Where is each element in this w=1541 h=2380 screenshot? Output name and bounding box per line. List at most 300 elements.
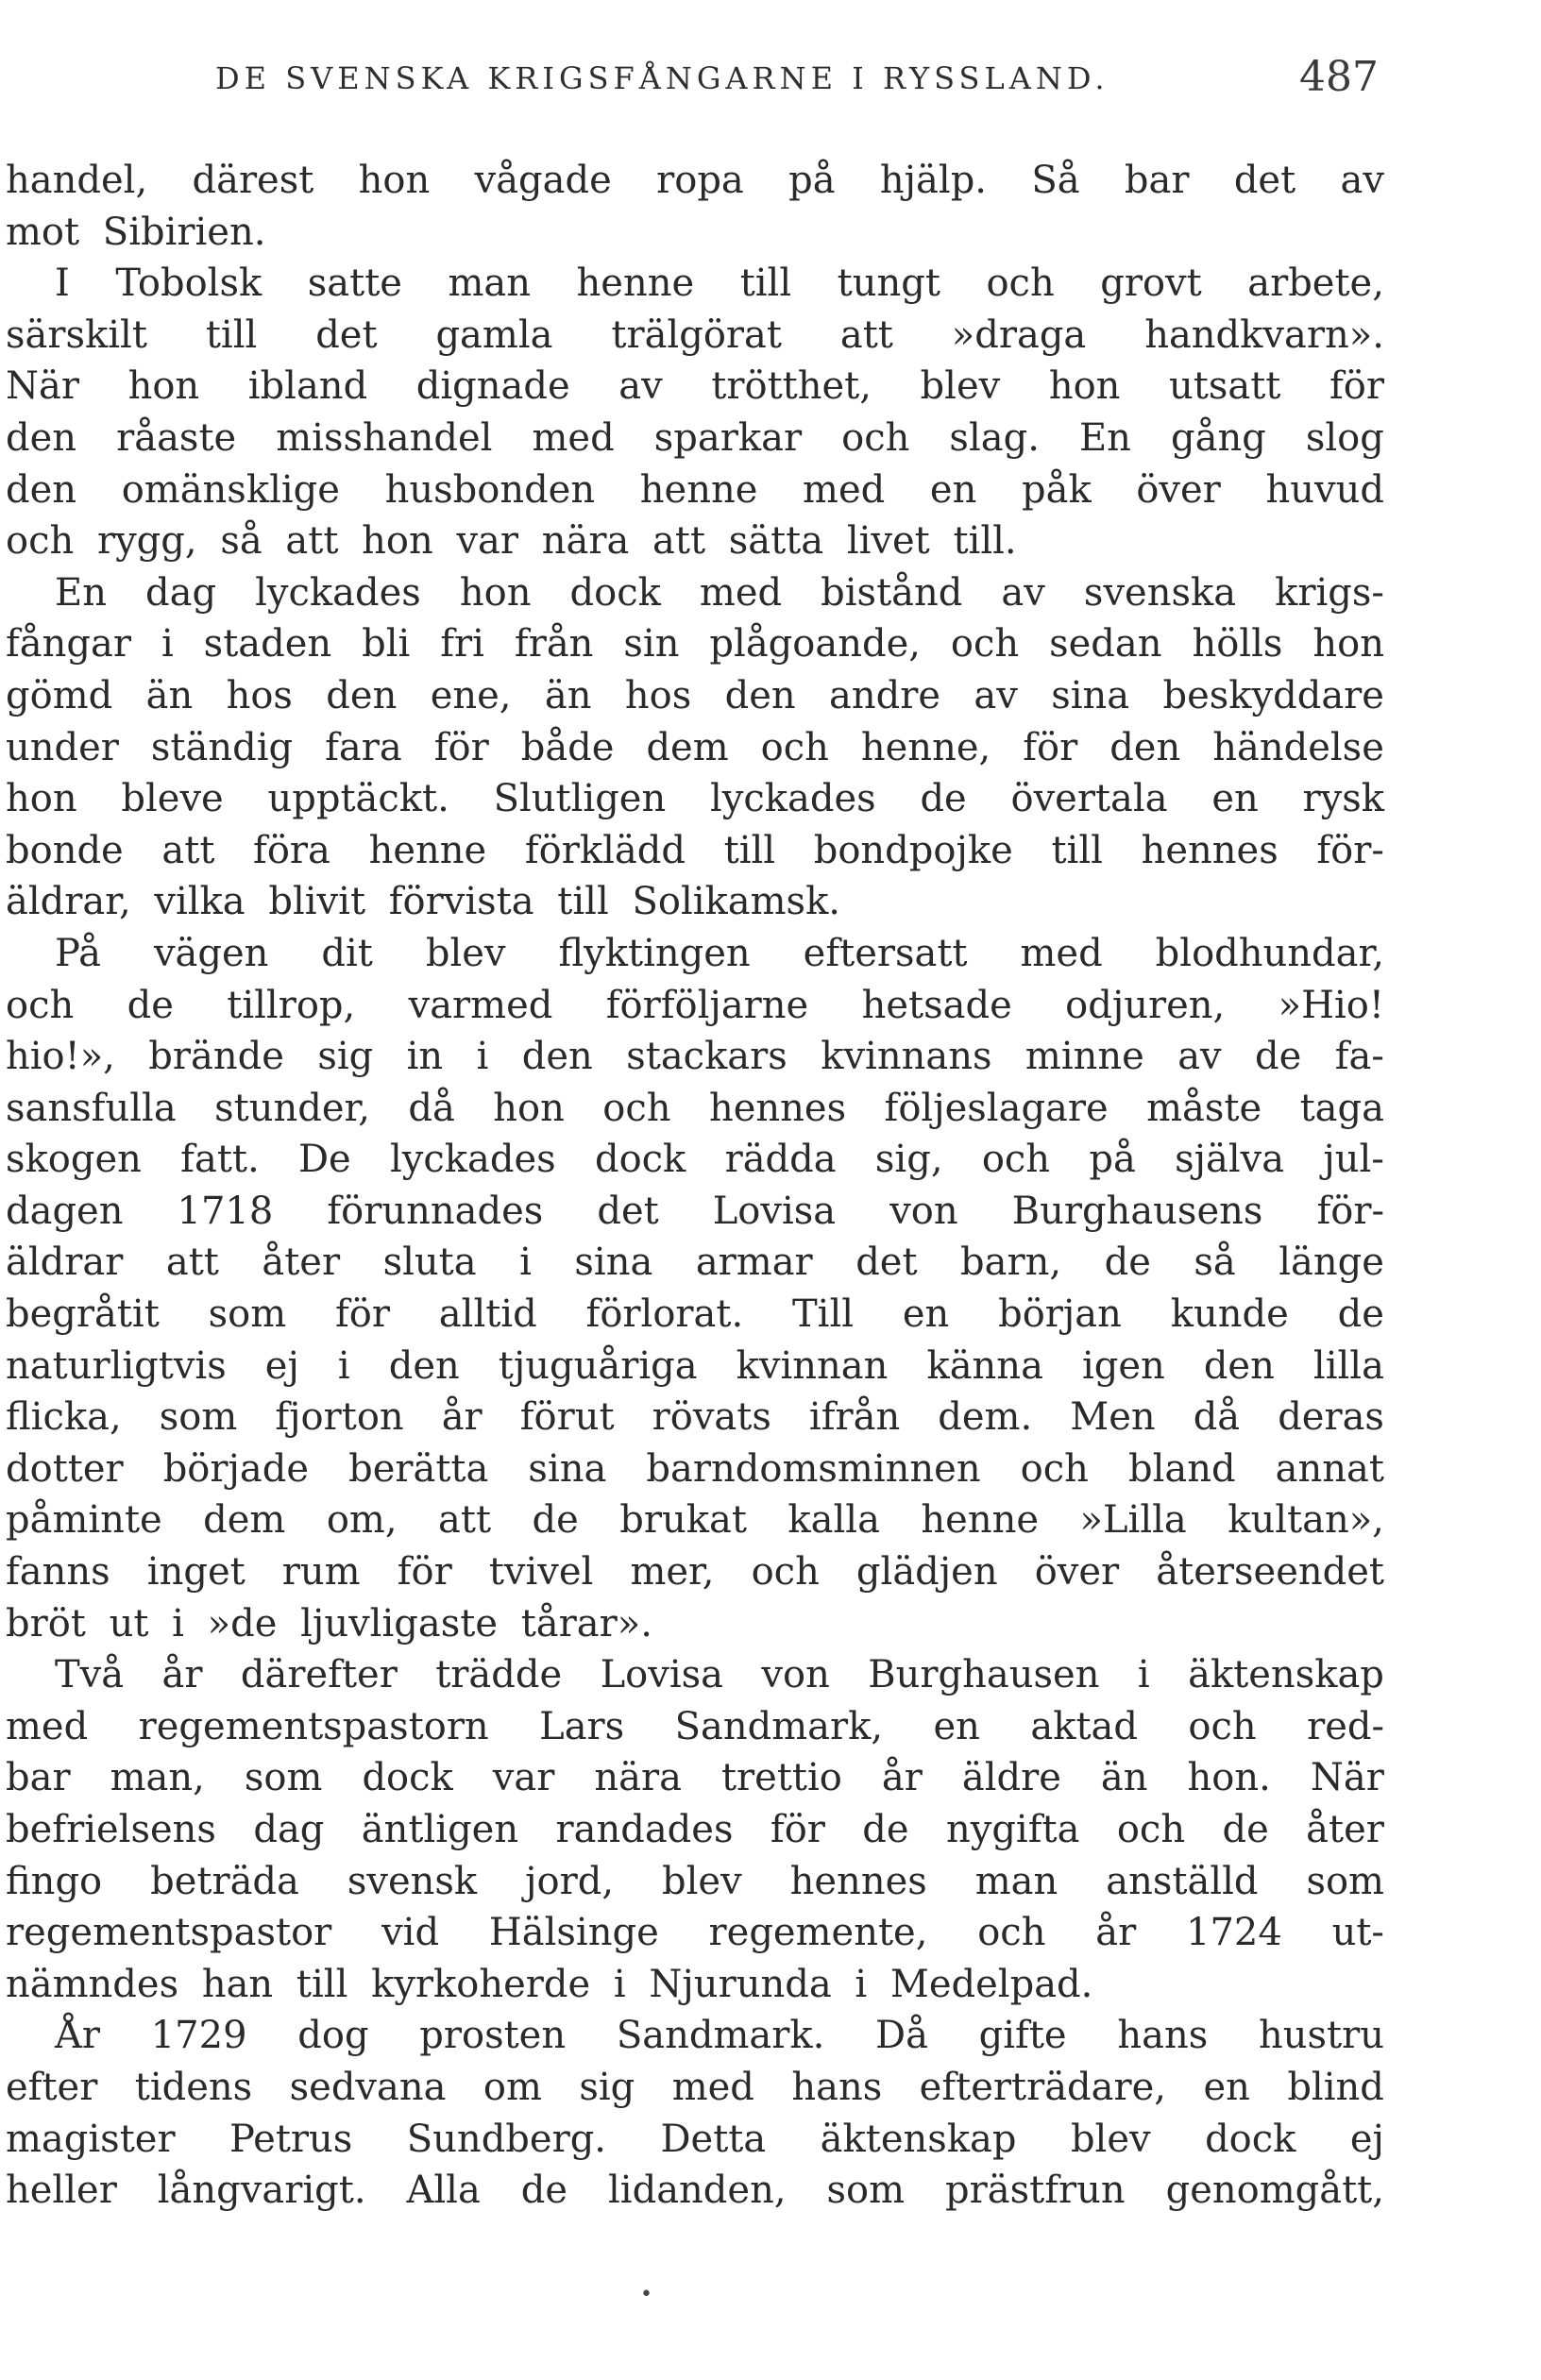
text-line-content: bröt ut i »de ljuvligaste tårar». (6, 1601, 652, 1646)
word: bland (1127, 1446, 1236, 1491)
word: dock (362, 1756, 453, 1800)
word: rysk (1302, 777, 1384, 821)
word: lyckades (710, 777, 876, 821)
word: begråtit (6, 1292, 160, 1337)
word: grovt (1100, 262, 1202, 306)
word: fa- (1334, 1035, 1384, 1079)
word: händelse (1212, 725, 1384, 769)
word: berätta (348, 1446, 489, 1491)
word: en (1203, 2065, 1250, 2109)
word: och (986, 262, 1055, 306)
word: den (521, 1035, 593, 1079)
text-line (6, 1649, 1384, 1701)
word: von (889, 1189, 958, 1233)
word: hans (1117, 2014, 1209, 2058)
word: fjorton (275, 1395, 404, 1440)
word: sedvana (289, 2065, 447, 2109)
word: att (161, 828, 215, 872)
word: dagen (6, 1189, 124, 1233)
word: hölls (1192, 622, 1283, 667)
word: än (1100, 1756, 1148, 1800)
word: och (950, 622, 1020, 667)
text-line (6, 1752, 1384, 1804)
text-line (6, 2114, 1384, 2166)
word: rövats (652, 1395, 771, 1440)
word: Slutligen (493, 777, 667, 821)
word: tidens (134, 2065, 253, 2109)
word: blev (1070, 2117, 1151, 2161)
word: av (974, 673, 1018, 717)
text-line (6, 1186, 1384, 1238)
text-line (6, 1289, 1384, 1341)
word: äldrar (6, 1241, 124, 1285)
word: och (1188, 1704, 1257, 1748)
word: odjuren, (1065, 983, 1226, 1027)
word: nygifta (945, 1808, 1080, 1851)
word: påk (1021, 467, 1092, 512)
word: tungt (837, 262, 940, 306)
word: lyckades (390, 1138, 556, 1182)
text-line (6, 722, 1384, 774)
word: De (297, 1138, 351, 1182)
word: bar (1124, 159, 1190, 202)
word: stackars (626, 1035, 787, 1079)
word: som (244, 1756, 323, 1800)
word: En (1078, 415, 1131, 460)
word: dag (145, 570, 217, 615)
word: henne (368, 828, 487, 872)
word: av (1340, 159, 1384, 202)
text-line (6, 1804, 1384, 1856)
word: svensk (347, 1859, 478, 1903)
text-line (6, 773, 1384, 825)
word: år (881, 1756, 923, 1800)
word: då (1193, 1395, 1241, 1440)
word: de (1255, 1035, 1302, 1079)
text-line (6, 258, 1384, 310)
word: i (161, 622, 174, 667)
word: och (6, 983, 75, 1027)
word: sedan (1049, 622, 1162, 667)
word: äntligen (361, 1808, 519, 1851)
word: bli (362, 622, 411, 667)
word: efter (6, 2065, 98, 2109)
word: »draga (951, 312, 1087, 357)
word: Burghausens (1011, 1189, 1263, 1233)
word: man (448, 262, 532, 306)
word: som (208, 1292, 287, 1337)
text-line (6, 980, 1384, 1032)
word: ibland (247, 364, 368, 409)
text-line (6, 1701, 1384, 1753)
word: Men (1070, 1395, 1156, 1440)
word: rum (281, 1550, 361, 1595)
word: år (1095, 1911, 1137, 1955)
word: kultan», (1228, 1498, 1384, 1543)
word: plågoande, (709, 622, 921, 667)
text-line-content: äldrar, vilka blivit förvista till Solikamsk. (6, 880, 841, 924)
word: Två (55, 1653, 125, 1697)
word: gifte (978, 2014, 1067, 2058)
word: och (1116, 1808, 1186, 1851)
word: den (326, 673, 398, 717)
word: bar (6, 1756, 71, 1800)
word: blind (1287, 2065, 1384, 2109)
word: dag (253, 1808, 325, 1851)
word: förunnades (327, 1189, 544, 1233)
word: lyckades (255, 570, 421, 615)
word: vägen (153, 931, 269, 975)
word: från (514, 622, 594, 667)
word: fingo (6, 1859, 103, 1903)
word: regementspastor (6, 1911, 332, 1955)
word: bleve (121, 777, 224, 821)
word: regemente, (708, 1911, 928, 1955)
text-line (6, 464, 1384, 516)
word: rädda (724, 1138, 837, 1182)
word: Petrus (229, 2117, 353, 2161)
word: efterträdare, (919, 2065, 1167, 2109)
word: henne, (860, 725, 991, 769)
word: därest (192, 159, 314, 202)
word: hjälp. (879, 159, 988, 202)
word: och (602, 1086, 671, 1130)
word: misshandel (276, 415, 493, 460)
text-line-content: mot Sibirien. (6, 210, 266, 254)
word: genomgått, (1165, 2169, 1384, 2213)
word: tillrop, (227, 983, 356, 1027)
word: och (981, 1138, 1051, 1182)
word: kvinnan (736, 1343, 889, 1388)
word: hon (6, 777, 77, 821)
word: Lars (539, 1704, 625, 1748)
word: trettio (720, 1756, 842, 1800)
word: Detta (660, 2117, 767, 2161)
word: de (127, 983, 174, 1027)
word: hon (127, 364, 200, 409)
word: som (826, 2169, 906, 2213)
word: för (334, 1292, 390, 1337)
word: 1729 (150, 2014, 247, 2058)
word: gång (1170, 415, 1266, 460)
word: flicka, (6, 1395, 122, 1440)
word: sluta (382, 1241, 477, 1285)
word: När (6, 364, 79, 409)
word: en (929, 467, 977, 512)
text-line (6, 1598, 1384, 1650)
word: att (839, 312, 893, 357)
word: på (788, 159, 836, 202)
word: sansfulla (6, 1086, 177, 1130)
word: de (1222, 1808, 1269, 1851)
word: en (902, 1292, 950, 1337)
word: dock (569, 570, 661, 615)
word: inget (146, 1550, 246, 1595)
word: en (1211, 777, 1259, 821)
word: i (1137, 1653, 1150, 1697)
word: hon (1048, 364, 1121, 409)
word: fatt. (180, 1138, 260, 1182)
word: trälgörat (611, 312, 782, 357)
word: husbonden (384, 467, 596, 512)
word: fanns (6, 1550, 110, 1595)
word: handkvarn». (1144, 312, 1384, 357)
word: äldre (961, 1756, 1061, 1800)
text-line (6, 1856, 1384, 1908)
word: tjuguåriga (498, 1343, 698, 1388)
word: det (1233, 159, 1296, 202)
word: på (1089, 1138, 1136, 1182)
word: hio!», (6, 1035, 115, 1079)
word: mer, (630, 1550, 715, 1595)
word: åter (262, 1241, 341, 1285)
word: särskilt (6, 312, 147, 357)
word: skogen (6, 1138, 142, 1182)
word: sig (317, 1035, 374, 1079)
word: man (974, 1859, 1058, 1903)
word: alltid (438, 1292, 537, 1337)
word: till (1051, 828, 1103, 872)
word: både (520, 725, 615, 769)
text-line (6, 1907, 1384, 1959)
word: vid (381, 1911, 440, 1955)
word: eftersatt (803, 931, 968, 975)
word: bistånd (821, 570, 963, 615)
text-line (6, 413, 1384, 464)
word: henne (576, 262, 695, 306)
word: de (532, 1498, 579, 1543)
word: von (761, 1653, 830, 1697)
word: befrielsens (6, 1808, 216, 1851)
word: länge (1279, 1241, 1384, 1285)
word: trötthet, (711, 364, 872, 409)
word: Burghausen (868, 1653, 1100, 1697)
word: Då (875, 2014, 928, 2058)
word: hon (459, 570, 532, 615)
body-text (6, 155, 1384, 2217)
word: därefter (240, 1653, 398, 1697)
word: det (315, 312, 378, 357)
word: magister (6, 2117, 176, 2161)
word: över (1034, 1550, 1120, 1595)
word: Sandmark. (616, 2014, 825, 2058)
word: År (55, 2014, 101, 2058)
text-line (6, 928, 1384, 980)
text-line (6, 515, 1384, 567)
word: med (1020, 931, 1103, 975)
word: hennes (708, 1086, 847, 1130)
text-line (6, 361, 1384, 413)
word: Till (791, 1292, 855, 1337)
word: dock (1205, 2117, 1296, 2161)
word: ej (264, 1343, 299, 1388)
word: ifrån (808, 1395, 901, 1440)
word: och (760, 725, 829, 769)
word: brände (148, 1035, 284, 1079)
word: hos (624, 673, 692, 717)
word: utsatt (1169, 364, 1281, 409)
word: På (55, 931, 101, 975)
word: En (55, 570, 107, 615)
word: Så (1031, 159, 1080, 202)
word: ene, (430, 673, 512, 717)
word: förlorat. (585, 1292, 744, 1337)
word: varmed (408, 983, 553, 1027)
word: de (1104, 1241, 1151, 1285)
word: långvarigt. (157, 2169, 366, 2213)
word: för (433, 725, 489, 769)
word: satte (307, 262, 402, 306)
word: heller (6, 2169, 117, 2213)
word: de (862, 1808, 909, 1851)
text-line (6, 825, 1384, 877)
word: dem. (938, 1395, 1033, 1440)
word: kalla (787, 1498, 880, 1543)
text-line (6, 1341, 1384, 1393)
word: beskyddare (1162, 673, 1384, 717)
word: deras (1278, 1395, 1384, 1440)
word: flyktingen (558, 931, 751, 975)
text-line (6, 618, 1384, 670)
word: dock (594, 1138, 686, 1182)
word: sig (579, 2065, 635, 2109)
word: 1724 (1186, 1911, 1282, 1955)
word: hennes (1141, 828, 1279, 872)
text-line (6, 2062, 1384, 2114)
word: ej (1349, 2117, 1384, 2161)
word: den (1109, 725, 1181, 769)
word: av (1001, 570, 1045, 615)
word: med (671, 2065, 754, 2109)
word: hon. (1187, 1756, 1271, 1800)
word: råaste (116, 415, 237, 460)
word: för- (1316, 1189, 1384, 1233)
word: till (723, 828, 776, 872)
word: med (6, 1704, 89, 1748)
word: de (920, 777, 967, 821)
word: förut (519, 1395, 615, 1440)
text-line (6, 2010, 1384, 2062)
word: till (205, 312, 258, 357)
text-line (6, 1237, 1384, 1289)
text-line-content: nämndes han till kyrkoherde i Njurunda i Medelpad. (6, 1962, 1093, 2006)
word: »Hio! (1278, 983, 1384, 1027)
word: den (6, 467, 77, 512)
word: upptäckt. (267, 777, 449, 821)
word: fara (325, 725, 402, 769)
word: hans (791, 2065, 883, 2109)
word: följeslagare (884, 1086, 1109, 1130)
word: sig, (874, 1138, 943, 1182)
word: med (532, 415, 615, 460)
word: ständig (150, 725, 294, 769)
word: det (855, 1241, 918, 1285)
word: de (1337, 1292, 1384, 1337)
word: var (492, 1756, 555, 1800)
word: jul- (1323, 1138, 1384, 1182)
word: till (739, 262, 792, 306)
word: att (165, 1241, 219, 1285)
word: stunder, (214, 1086, 370, 1130)
word: tvivel (488, 1550, 594, 1595)
text-line (6, 1494, 1384, 1546)
word: en (933, 1704, 980, 1748)
word: hon (493, 1086, 565, 1130)
word: gömd (6, 673, 113, 717)
word: Tobolsk (115, 262, 262, 306)
text-line (6, 1443, 1384, 1495)
word: den (724, 673, 796, 717)
word: sina (528, 1446, 607, 1491)
word: år (161, 1653, 203, 1697)
page-number: 487 (1299, 53, 1379, 101)
word: sina (574, 1241, 653, 1285)
word: att (438, 1498, 492, 1543)
text-line (6, 1134, 1384, 1186)
word: i (476, 1035, 489, 1079)
word: förföljarne (605, 983, 809, 1027)
text-line (6, 1083, 1384, 1135)
text-line (6, 207, 1384, 259)
text-line (6, 2165, 1384, 2217)
word: kunde (1170, 1292, 1289, 1337)
word: »Lilla (1079, 1498, 1187, 1543)
word: Sandmark, (674, 1704, 884, 1748)
word: jord, (525, 1859, 615, 1903)
text-line-content: och rygg, så att hon var nära att sätta livet till. (6, 519, 1017, 564)
word: prästfrun (945, 2169, 1126, 2213)
word: red- (1307, 1704, 1384, 1748)
word: än (145, 673, 194, 717)
word: naturligtvis (6, 1343, 227, 1388)
word: känna (926, 1343, 1043, 1388)
word: dem (646, 725, 729, 769)
text-line (6, 670, 1384, 722)
word: 1718 (177, 1189, 274, 1233)
word: återseendet (1156, 1550, 1384, 1595)
word: den (1203, 1343, 1275, 1388)
word: blev (662, 1859, 742, 1903)
word: sin (623, 622, 680, 667)
word: blodhundar, (1155, 931, 1384, 975)
running-title: DE SVENSKA KRIGSFÅNGARNE I RYSSLAND. (215, 60, 1109, 96)
word: bonde (6, 828, 124, 872)
text-line (6, 1392, 1384, 1443)
word: Lovisa (712, 1189, 837, 1233)
text-line (6, 1959, 1384, 2011)
word: armar (695, 1241, 813, 1285)
word: Sundberg. (406, 2117, 607, 2161)
word: krigs- (1275, 570, 1384, 615)
word: än (544, 673, 592, 717)
word: lilla (1312, 1343, 1384, 1388)
word: nära (594, 1756, 682, 1800)
word: barndomsminnen (646, 1446, 981, 1491)
word: ut- (1331, 1911, 1384, 1955)
word: för (1329, 364, 1384, 409)
word: av (618, 364, 663, 409)
word: och (841, 415, 910, 460)
text-line (6, 1031, 1384, 1083)
word: de (520, 2169, 568, 2213)
word: fri (440, 622, 484, 667)
word: minne (1025, 1035, 1144, 1079)
word: som (159, 1395, 238, 1440)
word: åter (1306, 1808, 1384, 1851)
word: dem (203, 1498, 286, 1543)
word: randades (555, 1808, 734, 1851)
word: som (1306, 1859, 1384, 1903)
